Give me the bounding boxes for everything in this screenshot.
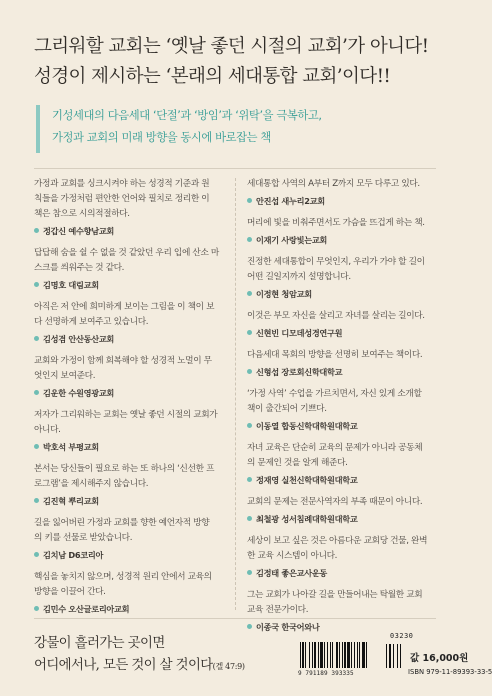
endorsement bbox=[247, 387, 437, 433]
endorser bbox=[247, 194, 437, 208]
barcode-bar bbox=[318, 642, 319, 668]
isbn: ISBN 979-11-89393-33-5 bbox=[408, 668, 492, 676]
endorsement-line: 스크를 씌워주는 것 같다. bbox=[34, 263, 125, 273]
endorsement-line: 로그램’을 제시해주지 않습니다. bbox=[34, 479, 149, 489]
endorsement bbox=[247, 534, 437, 580]
endorsement bbox=[247, 348, 437, 379]
endorser bbox=[247, 287, 437, 301]
endorsement-line: 다음세대 목회의 방향을 선명히 보여주는 책이다. bbox=[247, 350, 423, 360]
endorsement bbox=[34, 177, 224, 238]
bullet-dot-icon bbox=[247, 423, 252, 428]
endorser bbox=[247, 419, 437, 433]
endorser bbox=[247, 365, 437, 379]
endorsement-text bbox=[247, 177, 437, 192]
endorser bbox=[34, 494, 224, 508]
top-rule bbox=[34, 168, 436, 169]
bullet-dot-icon bbox=[247, 237, 252, 242]
bullet-dot-icon bbox=[247, 516, 252, 521]
endorsement-text bbox=[34, 300, 224, 330]
barcode-bar bbox=[362, 642, 365, 668]
endorsement bbox=[247, 216, 437, 247]
endorsement-text bbox=[247, 534, 437, 564]
barcode-bar bbox=[330, 642, 331, 668]
price: 값 16,000원 bbox=[410, 653, 469, 664]
barcode-bar bbox=[351, 642, 352, 668]
bullet-dot-icon bbox=[247, 570, 252, 575]
bullet-dot-icon bbox=[34, 282, 39, 287]
endorsement-line: 핵심을 놓치지 않으며, 성경적 원리 안에서 교육의 bbox=[34, 572, 212, 582]
endorser-name: 정재영 실천신학대학원대학교 bbox=[256, 475, 358, 485]
endorsement bbox=[247, 495, 437, 526]
endorsement-line: 교회의 문제는 전문사역자의 부족 때문이 아니다. bbox=[247, 497, 423, 507]
endorsement-line: 길을 잃어버린 가정과 교회를 향한 예언자적 방향 bbox=[34, 518, 210, 528]
endorsement-line: 그는 교회가 나아갈 길을 만들어내는 탁월한 교회 bbox=[247, 590, 423, 600]
bullet-dot-icon bbox=[247, 624, 252, 629]
endorser bbox=[247, 473, 437, 487]
subhead bbox=[36, 105, 420, 153]
endorsement-text bbox=[247, 309, 437, 324]
endorsement-text bbox=[34, 354, 224, 384]
endorser bbox=[34, 602, 224, 616]
endorsement bbox=[34, 354, 224, 400]
bullet-dot-icon bbox=[247, 369, 252, 374]
endorser-name: 김성겸 안산동산교회 bbox=[43, 334, 115, 344]
endorsement-line: 진정한 세대통합이 무엇인지, 우리가 가야 할 길이 bbox=[247, 257, 425, 267]
endorsement-line: 책이 출간되어 기쁘다. bbox=[247, 404, 327, 414]
headline-line-1: 그리워할 교회는 ‘옛날 좋던 시절의 교회’가 아니다! bbox=[34, 36, 429, 57]
endorsement-text bbox=[247, 588, 437, 618]
endorser bbox=[34, 440, 224, 454]
endorser-name: 김정태 좋은교사운동 bbox=[256, 568, 328, 578]
headline bbox=[34, 32, 444, 92]
endorsement-line: 가정과 교회를 싱크시켜야 하는 성경적 기준과 원 bbox=[34, 179, 210, 189]
endorsement bbox=[247, 255, 437, 301]
endorsement-text bbox=[34, 570, 224, 600]
endorser bbox=[34, 332, 224, 346]
barcode-addon-bar bbox=[386, 644, 387, 668]
endorser-name: 이동열 합동신학대학원대학교 bbox=[256, 421, 358, 431]
endorser-name: 김치남 D6코리아 bbox=[43, 550, 104, 560]
bottom-rule bbox=[34, 618, 436, 619]
barcode-number: 9 791189 393335 bbox=[298, 670, 354, 677]
endorsement-line: 교회와 가정이 함께 회복해야 할 성경적 노멀이 무 bbox=[34, 356, 212, 366]
endorser-name: 이재기 사랑빛는교회 bbox=[256, 235, 328, 245]
endorsement-line: 이것은 부모 자신을 살리고 자녀를 살리는 길이다. bbox=[247, 311, 425, 321]
endorsement-text bbox=[247, 216, 437, 231]
bullet-dot-icon bbox=[34, 444, 39, 449]
endorsement-line: 의 문제인 것을 알게 해준다. bbox=[247, 458, 348, 468]
endorser-name: 박호석 부평교회 bbox=[43, 442, 99, 452]
bullet-dot-icon bbox=[34, 606, 39, 611]
endorser bbox=[34, 386, 224, 400]
bullet-dot-icon bbox=[247, 330, 252, 335]
endorser-name: 신형섭 장로회신학대학교 bbox=[256, 367, 343, 377]
barcode-bar bbox=[314, 642, 316, 668]
barcode-bar bbox=[324, 642, 325, 668]
endorsement-line: 어떤 길일지까지 설명합니다. bbox=[247, 272, 351, 282]
endorsement-text bbox=[34, 516, 224, 546]
barcode-bar bbox=[302, 642, 304, 668]
endorsement bbox=[34, 462, 224, 508]
endorser-name: 신현빈 디모데성경연구원 bbox=[256, 328, 343, 338]
endorser-name: 안진섭 새누리2교회 bbox=[256, 196, 325, 206]
endorser-name: 이종국 한국어와나 bbox=[256, 622, 320, 632]
endorser-name: 정갑신 예수향남교회 bbox=[43, 226, 115, 236]
endorsement-line: 교육 전문가이다. bbox=[247, 605, 309, 615]
barcode-bar bbox=[342, 642, 343, 668]
barcode-bar bbox=[357, 642, 358, 668]
barcode-addon-bar bbox=[393, 644, 394, 668]
endorsement bbox=[247, 441, 437, 487]
endorsement-line: 세대통합 사역의 A부터 Z까지 모두 다루고 있다. bbox=[247, 179, 420, 189]
endorsement-text bbox=[247, 387, 437, 417]
endorsement bbox=[34, 408, 224, 454]
bullet-dot-icon bbox=[34, 336, 39, 341]
endorser bbox=[247, 233, 437, 247]
subhead-line-2: 가정과 교회의 미래 방향을 동시에 바로잡는 책 bbox=[52, 131, 271, 144]
bullet-dot-icon bbox=[247, 291, 252, 296]
barcode-bar bbox=[336, 642, 338, 668]
headline-line-2: 성경이 제시하는 ‘본래의 세대통합 교회’이다!! bbox=[34, 66, 391, 87]
barcode-bar bbox=[347, 642, 350, 668]
bullet-dot-icon bbox=[34, 552, 39, 557]
endorser bbox=[34, 278, 224, 292]
barcode-bar bbox=[300, 642, 301, 668]
endorsement-line: 방향을 이끌어 간다. bbox=[34, 587, 106, 597]
barcode-bar bbox=[312, 642, 313, 668]
endorsement bbox=[34, 570, 224, 616]
endorsement-text bbox=[34, 246, 224, 276]
endorser-name: 김운한 수원영광교회 bbox=[43, 388, 115, 398]
endorsement bbox=[247, 588, 437, 634]
endorsement-line: 아니다. bbox=[34, 425, 61, 435]
endorsement-line: 머리에 빛을 비춰주면서도 가슴을 뜨겁게 하는 책. bbox=[247, 218, 425, 228]
barcode-bar bbox=[339, 642, 340, 668]
bullet-dot-icon bbox=[247, 198, 252, 203]
bullet-dot-icon bbox=[34, 498, 39, 503]
endorsement bbox=[247, 177, 437, 208]
endorsement-line: 엇인지 보여준다. bbox=[34, 371, 96, 381]
bible-quote-reference: (겔 47:9) bbox=[212, 662, 245, 671]
endorsement-line: 답답해 숨을 쉴 수 없을 것 같았던 우리 입에 산소 마 bbox=[34, 248, 219, 258]
endorsement-text bbox=[247, 441, 437, 471]
endorsement bbox=[34, 300, 224, 346]
endorsement-line: 아직은 저 안에 희미하게 보이는 그림을 이 책이 보 bbox=[34, 302, 215, 312]
barcode-bar bbox=[332, 642, 333, 668]
bullet-dot-icon bbox=[247, 477, 252, 482]
endorsement bbox=[247, 309, 437, 340]
barcode-addon: 03230 bbox=[390, 632, 414, 640]
barcode-bar bbox=[366, 642, 367, 668]
endorser-name: 최철광 성서침례대학원대학교 bbox=[256, 514, 358, 524]
barcode-bar bbox=[305, 642, 306, 668]
endorser-name: 김진혁 뿌리교회 bbox=[43, 496, 99, 506]
bullet-dot-icon bbox=[34, 228, 39, 233]
barcode-bar bbox=[359, 642, 360, 668]
barcode-bar bbox=[344, 642, 346, 668]
endorsements-right-column bbox=[247, 177, 437, 642]
endorsement-line: 책은 참으로 시의적절하다. bbox=[34, 209, 130, 219]
bullet-dot-icon bbox=[34, 390, 39, 395]
endorsement-line: 의 키를 선물로 받았습니다. bbox=[34, 533, 133, 543]
endorser bbox=[34, 548, 224, 562]
barcode-addon-bar bbox=[400, 644, 401, 668]
endorsement bbox=[34, 246, 224, 292]
endorser bbox=[247, 326, 437, 340]
endorsement-text bbox=[247, 495, 437, 510]
endorser-name: 김민수 오산글로리아교회 bbox=[43, 604, 130, 614]
bible-quote-line-1: 강물이 흘러가는 곳이면 bbox=[34, 636, 165, 651]
endorsements-left-column bbox=[34, 177, 224, 624]
endorser bbox=[247, 512, 437, 526]
endorsement-line: 한 교육 시스템이 아니다. bbox=[247, 551, 338, 561]
endorsement-line: 다 선명하게 보여주고 있습니다. bbox=[34, 317, 149, 327]
endorsement-line: 본서는 당신들이 필요로 하는 또 하나의 ‘신선한 프 bbox=[34, 464, 215, 474]
bible-quote-line-2: 어디에서나, 모든 것이 살 것이다 bbox=[34, 658, 213, 673]
barcode-addon-bar bbox=[389, 644, 391, 668]
bible-quote bbox=[34, 633, 294, 678]
endorsement-text bbox=[247, 255, 437, 285]
endorser-name: 이정현 청암교회 bbox=[256, 289, 312, 299]
subhead-line-1: 기성세대의 다음세대 ‘단절’과 ‘방임’과 ‘위탁’을 극복하고, bbox=[52, 109, 322, 122]
endorser bbox=[34, 224, 224, 238]
endorsement-text bbox=[34, 462, 224, 492]
barcode-bar bbox=[354, 642, 355, 668]
endorsement bbox=[34, 516, 224, 562]
endorser bbox=[247, 566, 437, 580]
endorsement-line: 칙들을 가정처럼 편안한 언어와 필치로 정리한 이 bbox=[34, 194, 210, 204]
endorsement-text bbox=[34, 177, 224, 222]
endorsement-line: 세상이 보고 싶은 것은 아름다운 교회당 건물, 완벽 bbox=[247, 536, 428, 546]
endorser-name: 김명호 대림교회 bbox=[43, 280, 99, 290]
barcode-bar bbox=[320, 642, 323, 668]
endorsement-text bbox=[34, 408, 224, 438]
endorsement-text bbox=[247, 348, 437, 363]
barcode-bars bbox=[298, 634, 403, 670]
endorsement-line: 자녀 교육은 단순히 교육의 문제가 아니라 공동체 bbox=[247, 443, 423, 453]
endorsement-line: 저자가 그리워하는 교회는 옛날 좋던 시절의 교회가 bbox=[34, 410, 218, 420]
barcode-addon-bar bbox=[397, 644, 398, 668]
column-divider bbox=[235, 178, 237, 610]
barcode-bar bbox=[309, 642, 310, 668]
endorsement-line: ‘가정 사역’ 수업을 가르치면서, 자신 있게 소개할 bbox=[247, 389, 422, 399]
barcode-bar bbox=[327, 642, 328, 668]
